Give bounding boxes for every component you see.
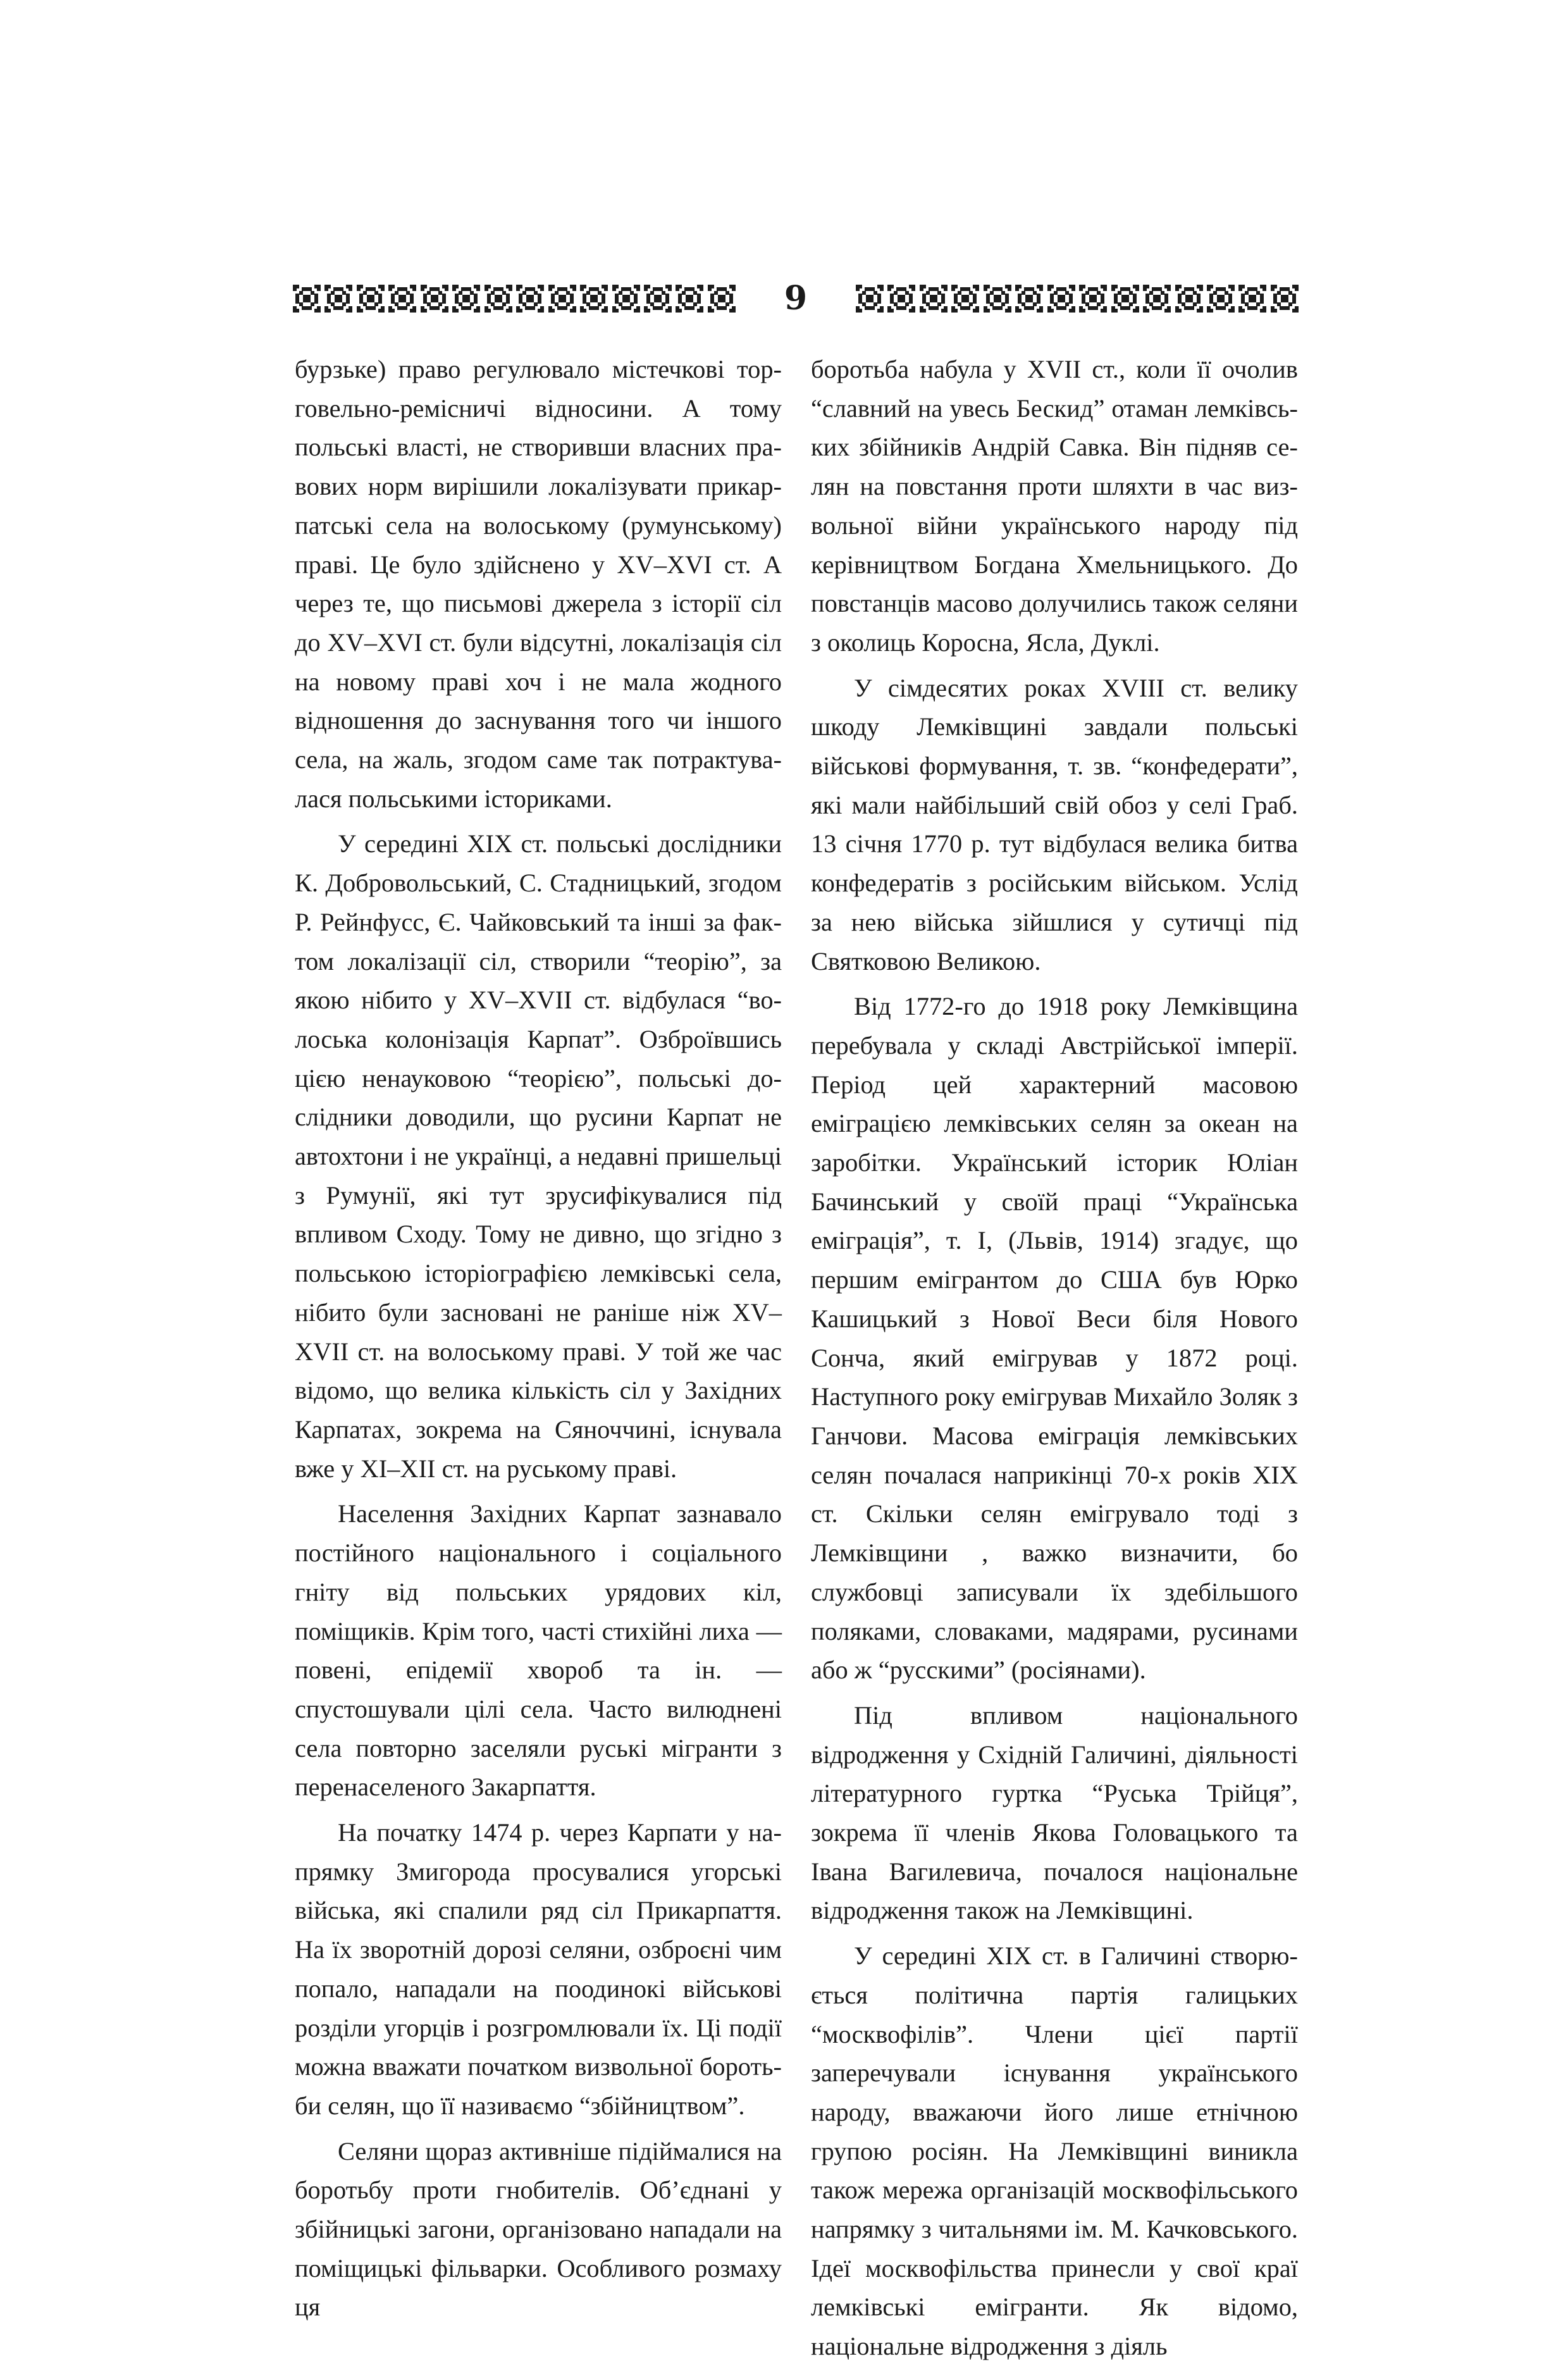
ornament-motif-icon — [421, 285, 448, 313]
paragraph: бурзьке) право регулювало містечкові торговельно-ремісничі відносини. А тому польські власті, не створивши власних правових норм вирішили локалізувати прикарпатські села на волоському (румунському) праві. Це було здійснено у XV–XVI ст. А через те, що письмові джерела з історії сіл до XV–XVI ст. були відсутні, локалізація сіл на новому праві хоч і не мала жодного відношення до заснування того чи іншого села, на жаль, згодом саме так потрактувалася польськими істориками. — [295, 355, 782, 813]
ornament-motif-icon — [548, 285, 576, 313]
right-ornament-border — [856, 280, 1299, 317]
paragraph: Селяни щораз активніше підіймалися на боротьбу проти гнобителів. Об’єднані у збійницькі загони, організовано нападали на поміщицькі фільварки. Особливого розмаху ця — [295, 2136, 782, 2322]
ornament-motif-icon — [485, 285, 512, 313]
ornament-motif-icon — [357, 285, 385, 313]
paragraph: У середині XIX ст. в Галичині створюється політична партія галицьких “москвофілів”. Члени цієї партії заперечували існування українського народу, вважаючи його лише етнічною групою росіян. На Лемківщині виникла також мережа організацій москвофільського напрямку з читальнями ім. М. Качковського. Ідеї москвофільства принесли у свої краї лемківські емігранти. Як відомо, національне відродження з діяль — [811, 1942, 1298, 2361]
ornament-motif-icon — [580, 285, 608, 313]
ornament-motif-icon — [644, 285, 672, 313]
ornament-motif-icon — [920, 285, 948, 313]
page-number: 9 — [784, 279, 808, 318]
right-text-column — [811, 350, 1298, 2366]
ornament-motif-icon — [324, 285, 352, 313]
ornament-motif-icon — [293, 285, 321, 313]
page-header — [293, 276, 1299, 321]
paragraph: У сімдесятих роках XVIII ст. велику шкоду Лемківщині завдали польські військові формування, т. зв. “конфедерати”, які мали найбільший свій обоз у селі Граб. 13 січня 1770 р. тут відбулася велика битва конфедератів з російським військом. Услід за нею війська зійшлися у сутичці під Святковою Великою. — [811, 673, 1298, 976]
ornament-motif-icon — [1079, 285, 1107, 313]
ornament-motif-icon — [708, 285, 736, 313]
ornament-motif-icon — [516, 285, 544, 313]
ornament-motif-icon — [1238, 285, 1266, 313]
left-ornament-border — [293, 280, 736, 317]
ornament-motif-icon — [1111, 285, 1139, 313]
ornament-motif-icon — [1143, 285, 1171, 313]
paragraph: Під впливом національного відродження у Східній Галичині, діяльності літературного гуртка “Руська Трійця”, зокрема її членів Якова Головацького та Івана Вагилевича, почалося національне відродження також на Лемківщині. — [811, 1700, 1298, 1925]
ornament-motif-icon — [1047, 285, 1075, 313]
ornament-motif-icon — [1015, 285, 1043, 313]
paragraph: У середині XIX ст. польські дослідники К. Добровольський, С. Стадницький, згодом Р. Рейнфусс, Є. Чайковський та інші за фактом локалізації сіл, створили “теорію”, за якою нібито у XV–XVII ст. відбулася “волоська колонізація Карпат”. Озброївшись цією ненауковою “теорією”, польські дослідники доводили, що русини Карпат не автохтони і не українці, а недавні пришельці з Румунії, які тут зрусифікувалися під впливом Сходу. Тому не дивно, що згідно з польською історіографією лемківські села, нібито були засновані не раніше ніж XV–XVII ст. на волоському праві. У той же час відомо, що велика кількість сіл у Західних Карпатах, зокрема на Сяноччині, існувала вже у XI–XII ст. на руському праві. — [295, 829, 782, 1483]
ornament-motif-icon — [1175, 285, 1203, 313]
ornament-motif-icon — [676, 285, 703, 313]
ornament-motif-icon — [452, 285, 480, 313]
ornament-motif-icon — [984, 285, 1011, 313]
paragraph: Від 1772-го до 1918 року Лемківщина перебувала у складі Австрійської імперії. Період цей характерний масовою еміграцією лемківських селян за океан на заробітки. Український історик Юліан Бачинський у своїй праці “Українська еміграція”, т. I, (Львів, 1914) згадує, що першим емігрантом до США був Юрко Кашицький з Нової Веси біля Нового Сонча, який емігрував у 1872 році. Наступного року емігрував Михайло Золяк з Ганчови. Масова еміграція лемківських селян почалася наприкінці 70-х років XIX ст. Скільки селян емігрувало тоді з Лемківщини , важко визначити, бо службовці записували їх здебільшого поляками, словаками, мадярами, русинами або ж “русскими” (росіянами). — [811, 992, 1298, 1685]
ornament-motif-icon — [856, 285, 884, 313]
paragraph: На початку 1474 р. через Карпати у напрямку Змигорода просувалися угорські війська, які спалили ряд сіл Прикарпаття. На їх зворотній дорозі селяни, озброєні чим попало, нападали на поодинокі військові розділи угорців і розгромлювали їх. Ці події можна вважати початком визвольної боротьби селян, що її називаємо “збійництвом”. — [295, 1818, 782, 2120]
ornament-motif-icon — [612, 285, 640, 313]
paragraph: боротьба набула у XVII ст., коли її очолив “славний на увесь Бескид” отаман лемківських збійників Андрій Савка. Він підняв селян на повстання проти шляхти в час визвольної війни українського народу під керівництвом Богдана Хмельницького. До повстанців масово долучились також селяни з околиць Коросна, Ясла, Дуклі. — [811, 355, 1298, 657]
left-text-column — [295, 350, 782, 2327]
ornament-motif-icon — [1271, 285, 1299, 313]
paragraph: Населення Західних Карпат зазнавало постійного національного і соціального гніту від польських урядових кіл, поміщиків. Крім того, часті стихійні лиха — повені, епідемії хвороб та ін. — спустошували цілі села. Часто вилюднені села повторно заселяли руські мігранти з перенаселеного Закарпаття. — [295, 1499, 782, 1802]
ornament-motif-icon — [388, 285, 416, 313]
ornament-motif-icon — [951, 285, 979, 313]
ornament-motif-icon — [887, 285, 915, 313]
ornament-motif-icon — [1207, 285, 1235, 313]
